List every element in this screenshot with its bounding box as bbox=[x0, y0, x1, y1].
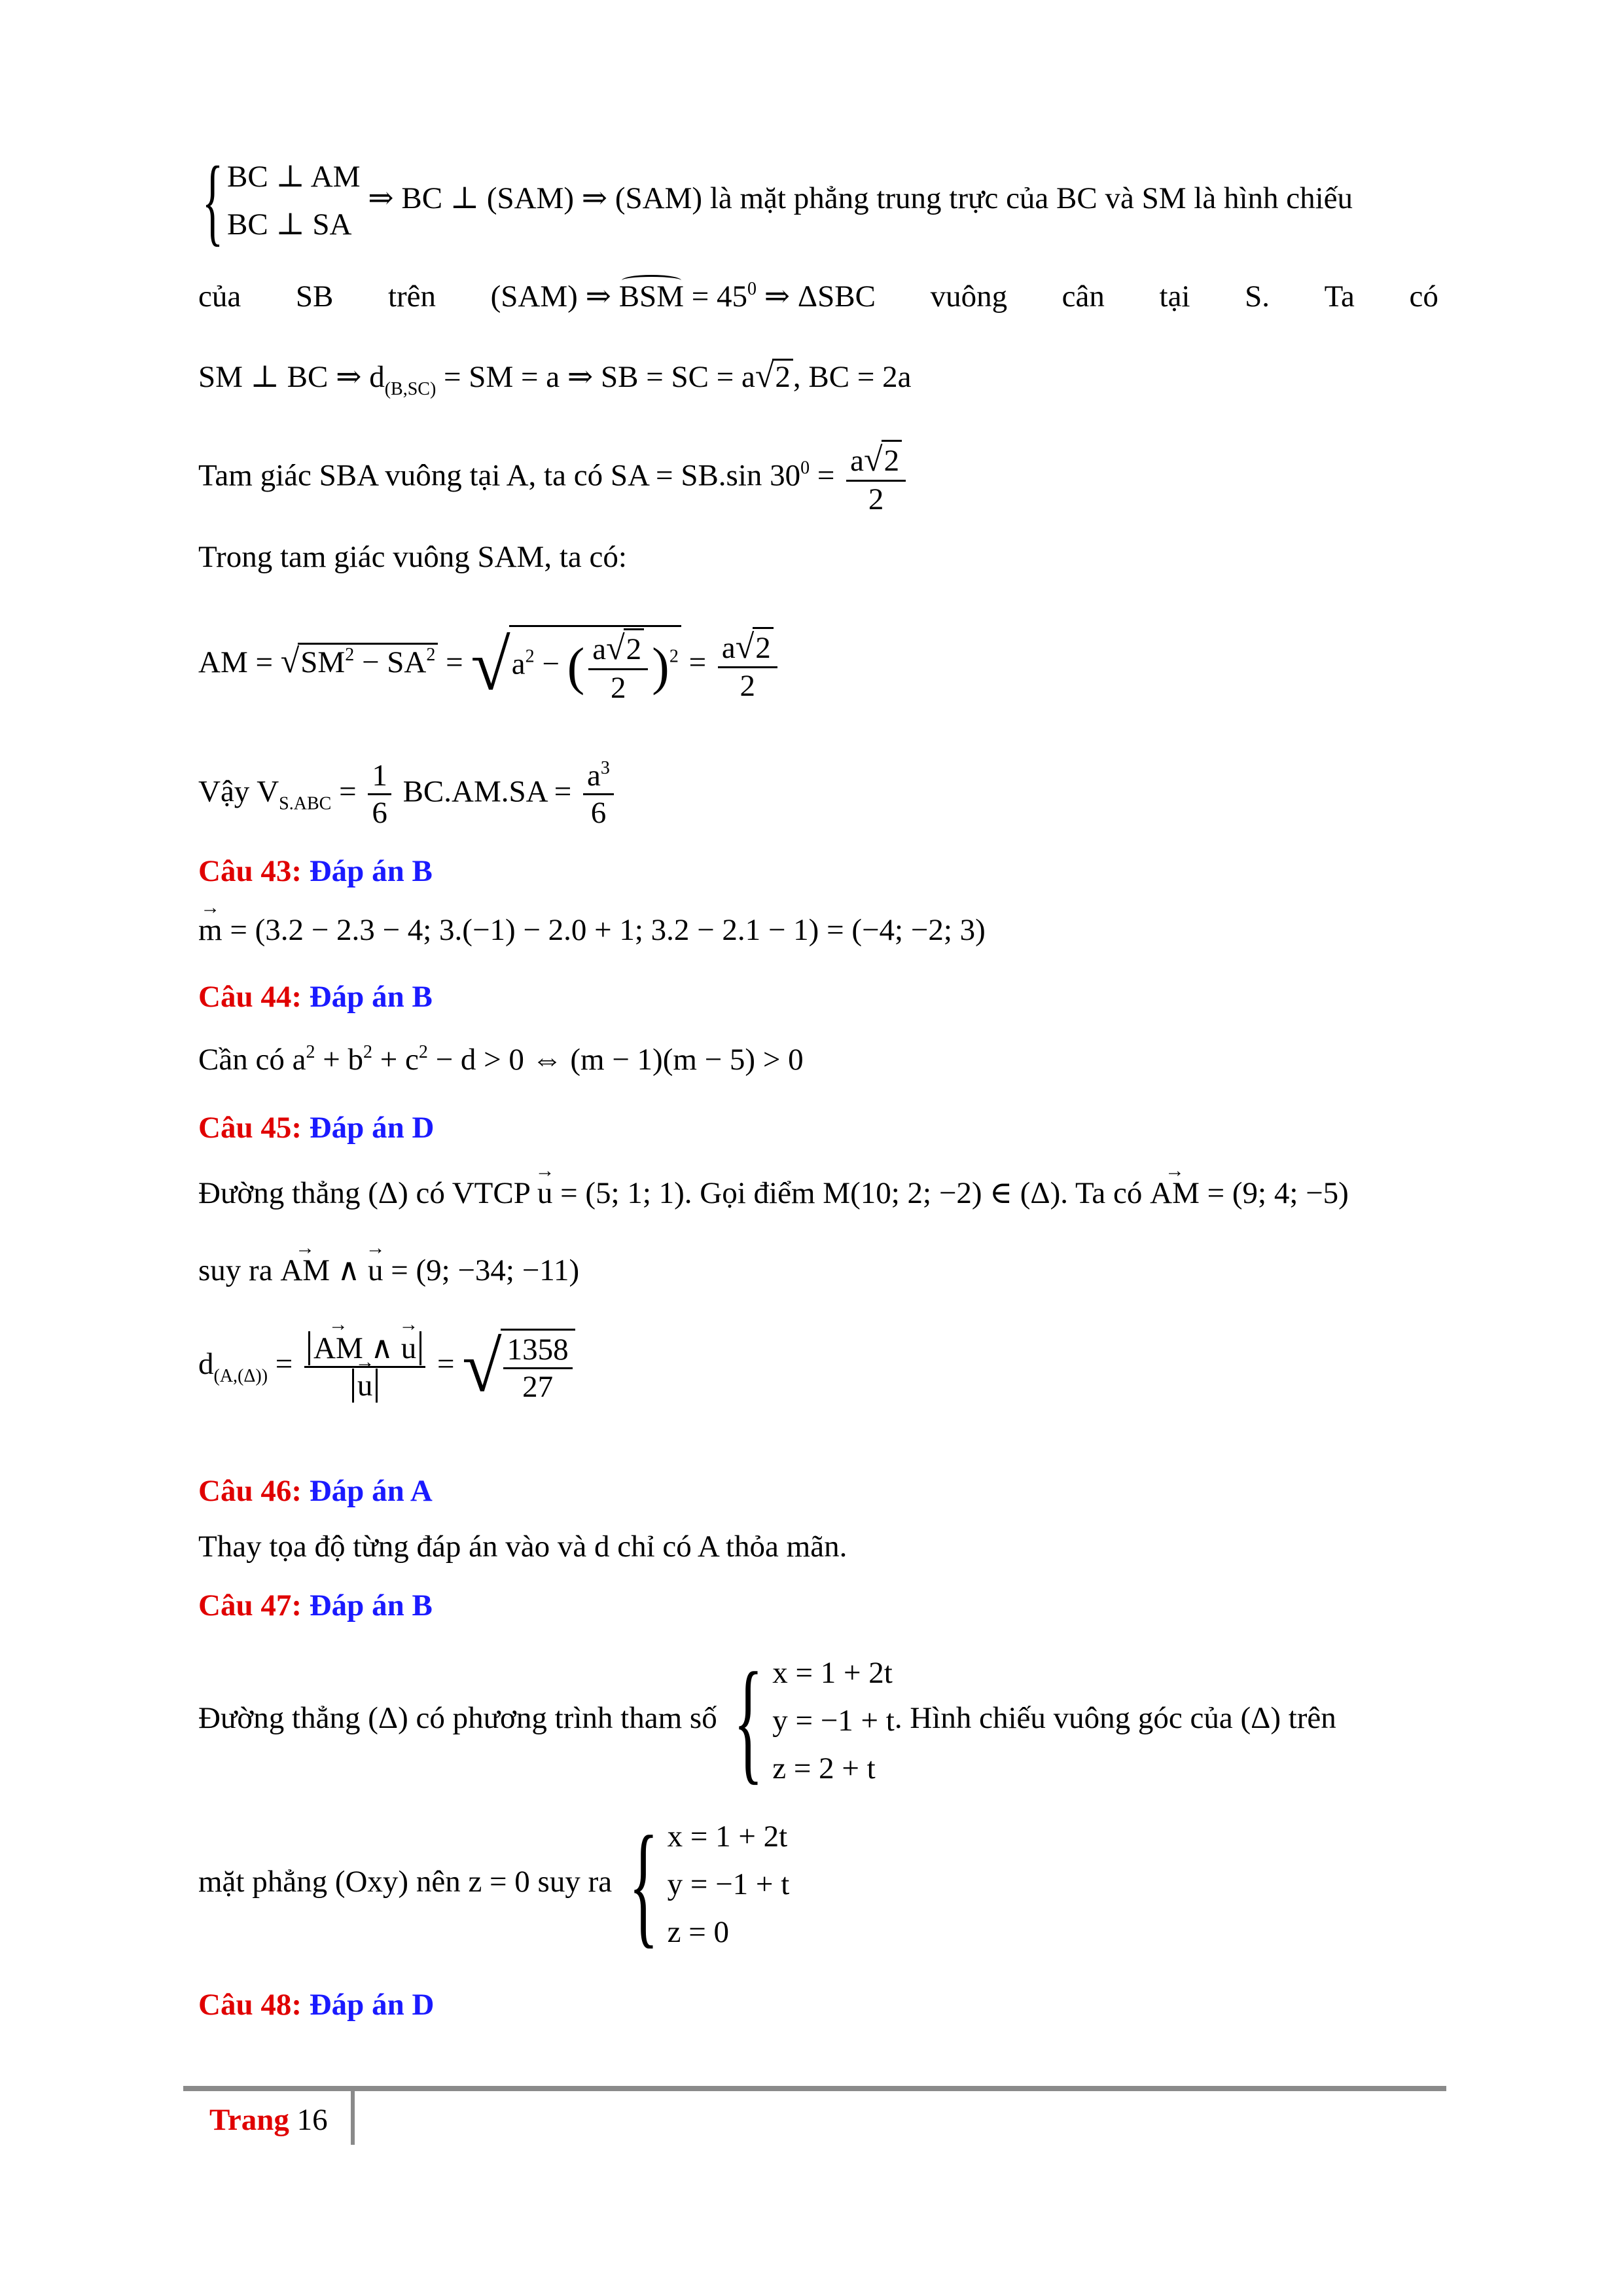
solution-line-2 bbox=[198, 280, 1438, 312]
answer-label: Đáp án B bbox=[309, 980, 433, 1014]
q46-text: Thay tọa độ từng đáp án vào và d chỉ có A thỏa mãn. bbox=[198, 1530, 847, 1564]
expr: = SM = a ⇒ SB = SC = a bbox=[444, 360, 755, 394]
word: SB bbox=[295, 279, 334, 314]
volume-label: Vậy V bbox=[198, 774, 279, 809]
answer-label: Đáp án B bbox=[309, 854, 433, 888]
word: trên bbox=[387, 279, 437, 314]
expr: SM ⊥ BC ⇒ d bbox=[198, 360, 385, 394]
frac-num-a: a bbox=[850, 444, 865, 478]
sa-text: Tam giác SBA vuông tại A, ta có SA = SB.sin 30 bbox=[198, 458, 801, 493]
triangle-expr: ⇒ ΔSBC bbox=[764, 279, 876, 314]
sqrt-arg: 2 bbox=[772, 359, 793, 393]
q45-text: = (9; −34; −11) bbox=[383, 1253, 580, 1287]
heading-q43 bbox=[198, 856, 433, 887]
word: vuông bbox=[930, 279, 1008, 314]
word: Ta bbox=[1324, 279, 1355, 314]
eq: y = −1 + t bbox=[772, 1703, 895, 1738]
q47-line-2 bbox=[198, 1808, 790, 1961]
condition-1: BC ⊥ AM bbox=[227, 160, 361, 194]
word: cân bbox=[1061, 279, 1105, 314]
question-number: Câu 46: bbox=[198, 1474, 302, 1508]
word: tại bbox=[1159, 279, 1190, 314]
angle-value: = 45 bbox=[691, 279, 747, 314]
q47-text: . Hình chiếu vuông góc của (Δ) trên bbox=[894, 1701, 1336, 1736]
fraction-a-sqrt2-over-2: $\frac{a√2}{2}$ bbox=[846, 440, 906, 517]
frac-den: 6 bbox=[372, 796, 387, 831]
distance-sub: (A,(Δ)) bbox=[213, 1365, 268, 1386]
eq: z = 0 bbox=[667, 1914, 730, 1949]
q44-text: Cần có a bbox=[198, 1043, 306, 1077]
q45-text: suy ra bbox=[198, 1253, 281, 1287]
heading-q45 bbox=[198, 1113, 434, 1143]
q43-expr: = (3.2 − 2.3 − 4; 3.(−1) − 2.0 + 1; 3.2 − 2.1 − 1) = (−4; −2; 3) bbox=[222, 913, 986, 947]
question-number: Câu 45: bbox=[198, 1111, 302, 1145]
fraction-one-sixth bbox=[368, 758, 391, 831]
page-label: Trang bbox=[209, 2103, 289, 2137]
q44-line: Cần có $a^2 + b^2 + c^2 - d > 0$ ⇔ (m − 1)(m − 5) > 0 bbox=[198, 1042, 804, 1077]
line-1-text: là mặt phẳng trung trực của BC và SM là hình chiếu bbox=[709, 181, 1353, 215]
expr: , BC = 2a bbox=[793, 360, 912, 394]
word: có bbox=[1409, 279, 1438, 314]
solution-line-6: AM = $√SM^2 - SA^2 = √a^2$ − ( $\frac{a√2}{2}$ )$^2$ = $\frac{a√2}{2}$ bbox=[198, 625, 781, 706]
frac-den: 27 bbox=[522, 1370, 554, 1405]
q47-text: Đường thẳng (Δ) có phương trình tham số bbox=[198, 1701, 717, 1736]
q46-line bbox=[198, 1532, 847, 1562]
frac-num: 1358 bbox=[503, 1332, 573, 1369]
solution-line-3 bbox=[198, 359, 911, 399]
solution-line-5 bbox=[198, 542, 627, 573]
sm-term: SM bbox=[300, 645, 346, 680]
eq: x = 1 + 2t bbox=[772, 1656, 893, 1690]
answer-label: Đáp án A bbox=[309, 1474, 433, 1508]
left-brace: { bbox=[202, 147, 224, 255]
q43-line bbox=[198, 915, 986, 946]
projection-system bbox=[668, 1813, 790, 1956]
vector-m: → m bbox=[198, 915, 223, 946]
frac-num: 1 bbox=[368, 758, 391, 795]
frac-num-a: a bbox=[721, 630, 736, 665]
q45-distance: $d_{(A,(\Delta))}$ = → AM ∧ → u → u = √ $\frac{1358}{27}$ bbox=[198, 1329, 575, 1405]
vector-u: → u bbox=[537, 1178, 553, 1209]
line-5-text: Trong tam giác vuông SAM, ta có: bbox=[198, 540, 627, 574]
question-number: Câu 43: bbox=[198, 854, 302, 888]
vector-u: → u bbox=[368, 1255, 383, 1286]
heading-q48 bbox=[198, 1990, 434, 2020]
sqrt-expr: $a^2$ − ( $\frac{a√2}{2}$ )$^2$ bbox=[509, 625, 681, 706]
footer-separator bbox=[351, 2091, 355, 2145]
answer-label: Đáp án B bbox=[309, 1588, 433, 1623]
fraction-a3-over-6: $\frac{a^3}{6}$ bbox=[583, 758, 614, 831]
condition-2: BC ⊥ SA bbox=[227, 207, 352, 242]
heading-q47 bbox=[198, 1590, 433, 1621]
word: S. bbox=[1245, 279, 1270, 314]
question-number: Câu 48: bbox=[198, 1988, 302, 2022]
q45-text: Đường thẳng (Δ) có VTCP bbox=[198, 1176, 537, 1210]
word: của bbox=[198, 279, 241, 314]
solution-line-1 bbox=[198, 147, 1353, 255]
page-value: 16 bbox=[296, 2103, 328, 2137]
condition-system bbox=[227, 153, 361, 249]
q45-line-1 bbox=[198, 1178, 1349, 1209]
answer-label: Đáp án D bbox=[309, 1988, 435, 2022]
distance-label: d bbox=[198, 1346, 214, 1381]
q45-text: = (5; 1; 1). Gọi điểm M(10; 2; −2) ∈ (Δ). Ta có bbox=[552, 1176, 1150, 1210]
q47-text: mặt phẳng (Oxy) nên z = 0 suy ra bbox=[198, 1865, 613, 1899]
vector-am: → AM bbox=[280, 1255, 330, 1286]
left-brace: { bbox=[734, 1645, 764, 1797]
volume-expr: BC.AM.SA = bbox=[402, 774, 572, 809]
parametric-system bbox=[772, 1649, 895, 1793]
sa-term: − SA bbox=[361, 645, 427, 680]
q45-line-2 bbox=[198, 1255, 579, 1286]
plane-expr: (SAM) ⇒ bbox=[490, 279, 611, 314]
degree-sup: 0 bbox=[747, 279, 757, 299]
q45-text: ∧ bbox=[330, 1253, 368, 1287]
heading-q44 bbox=[198, 982, 433, 1013]
eq: x = 1 + 2t bbox=[667, 1820, 788, 1854]
question-number: Câu 44: bbox=[198, 980, 302, 1014]
solution-line-4: Tam giác SBA vuông tại A, ta có SA = SB.sin $30^0$ = $\frac{a√2}{2}$ bbox=[198, 440, 910, 517]
distance-sub: (B,SC) bbox=[384, 379, 437, 399]
eq: z = 2 + t bbox=[772, 1751, 876, 1785]
q47-line-1 bbox=[198, 1645, 1336, 1797]
volume-sub: S.ABC bbox=[279, 793, 332, 814]
fraction-result: $\frac{a√2}{2}$ bbox=[718, 627, 777, 704]
q45-text: = (9; 4; −5) bbox=[1199, 1176, 1349, 1210]
distance-fraction: → AM ∧ → u → u bbox=[304, 1331, 425, 1403]
q44-text: − d > 0 ⇔ (m − 1)(m − 5) > 0 bbox=[427, 1043, 804, 1077]
am-label: AM = bbox=[198, 645, 273, 680]
q44-text: + b bbox=[315, 1043, 363, 1077]
sqrt-symbol: √ bbox=[755, 357, 774, 395]
q44-text: + c bbox=[372, 1043, 419, 1077]
answer-label: Đáp án D bbox=[309, 1111, 435, 1145]
vector-am: → AM bbox=[1150, 1178, 1200, 1209]
implication: ⇒ BC ⊥ (SAM) ⇒ (SAM) bbox=[368, 181, 703, 215]
eq: y = −1 + t bbox=[667, 1867, 790, 1901]
footer-rule bbox=[183, 2086, 1446, 2091]
solution-line-7: Vậy $V_{S.ABC}$ = $\frac{1}{6}$ BC.AM.SA = $\frac{a^3}{6}$ bbox=[198, 758, 618, 831]
sqrt-sm-sa: $SM^2 - SA^2$ bbox=[298, 643, 438, 678]
page-number bbox=[209, 2102, 328, 2138]
equals: = bbox=[817, 458, 835, 493]
question-number: Câu 47: bbox=[198, 1588, 302, 1623]
exp: 3 bbox=[600, 758, 610, 778]
angle-bsm: BSM bbox=[618, 279, 684, 314]
left-brace: { bbox=[628, 1808, 658, 1961]
heading-q46 bbox=[198, 1476, 433, 1507]
